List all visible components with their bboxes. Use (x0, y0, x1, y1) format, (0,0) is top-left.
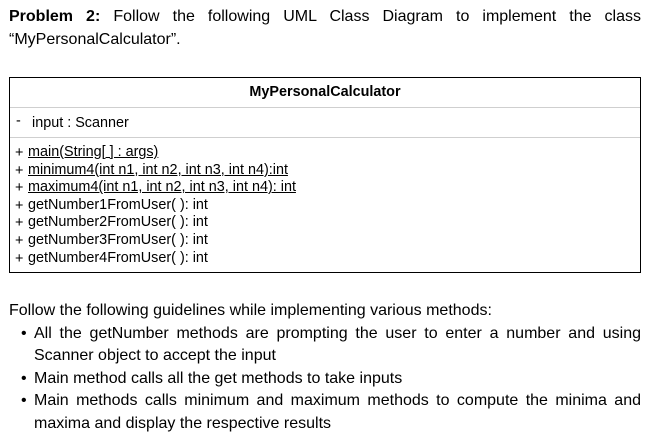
list-item-text: Main method calls all the get methods to take inputs (34, 369, 403, 387)
operation-signature: getNumber4FromUser( ): int (28, 249, 208, 266)
guidelines-intro: Follow the following guidelines while implementing various methods: (9, 302, 492, 319)
bullet-icon: • (21, 392, 27, 409)
operation-getnumber1 (10, 197, 640, 215)
operation-signature: maximum4(int n1, int n2, int n3, int n4): int (28, 179, 296, 196)
attribute-visibility: - (16, 113, 21, 129)
bullet-icon: • (21, 324, 27, 342)
operation-signature: main(String[ ] : args) (28, 144, 159, 160)
guidelines-list (9, 323, 641, 436)
operation-visibility: + (15, 197, 24, 214)
operation-visibility: + (15, 232, 24, 249)
operations-section (10, 138, 640, 267)
bullet-icon: • (21, 369, 27, 387)
operation-visibility: + (15, 162, 24, 179)
operation-getnumber3 (10, 232, 640, 250)
operation-getnumber4 (10, 250, 640, 268)
problem-statement (9, 6, 641, 51)
operation-minimum4 (10, 162, 640, 180)
list-item (9, 390, 641, 435)
list-item (9, 323, 641, 368)
operation-signature: getNumber2FromUser( ): int (28, 214, 208, 231)
guidelines (9, 300, 641, 435)
operation-getnumber2 (10, 214, 640, 232)
uml-class-diagram (9, 77, 641, 273)
operation-visibility: + (15, 215, 24, 232)
list-item-text: Main methods calls minimum and maximum methods to compute the minima and maxima and display the respective results (34, 392, 641, 432)
operation-maximum4 (10, 179, 640, 197)
problem-text: Follow the following UML Class Diagram to implement the class “MyPersonalCalculator”. (9, 8, 641, 48)
class-name: MyPersonalCalculator (10, 78, 640, 108)
operation-main (10, 144, 640, 162)
problem-label: Problem 2: (9, 8, 101, 25)
operation-visibility: + (15, 180, 24, 197)
operation-signature: getNumber1FromUser( ): int (28, 196, 208, 213)
operation-signature: getNumber3FromUser( ): int (28, 231, 208, 248)
list-item (9, 368, 641, 391)
operation-signature: minimum4(int n1, int n2, int n3, int n4):int (28, 161, 288, 178)
operation-visibility: + (15, 250, 24, 267)
list-item-text: All the getNumber methods are prompting the user to enter a number and using Scanner object to accept the input (34, 324, 641, 364)
attributes-section (10, 108, 640, 138)
attribute-text: input : Scanner (32, 115, 129, 131)
operation-visibility: + (15, 145, 24, 161)
